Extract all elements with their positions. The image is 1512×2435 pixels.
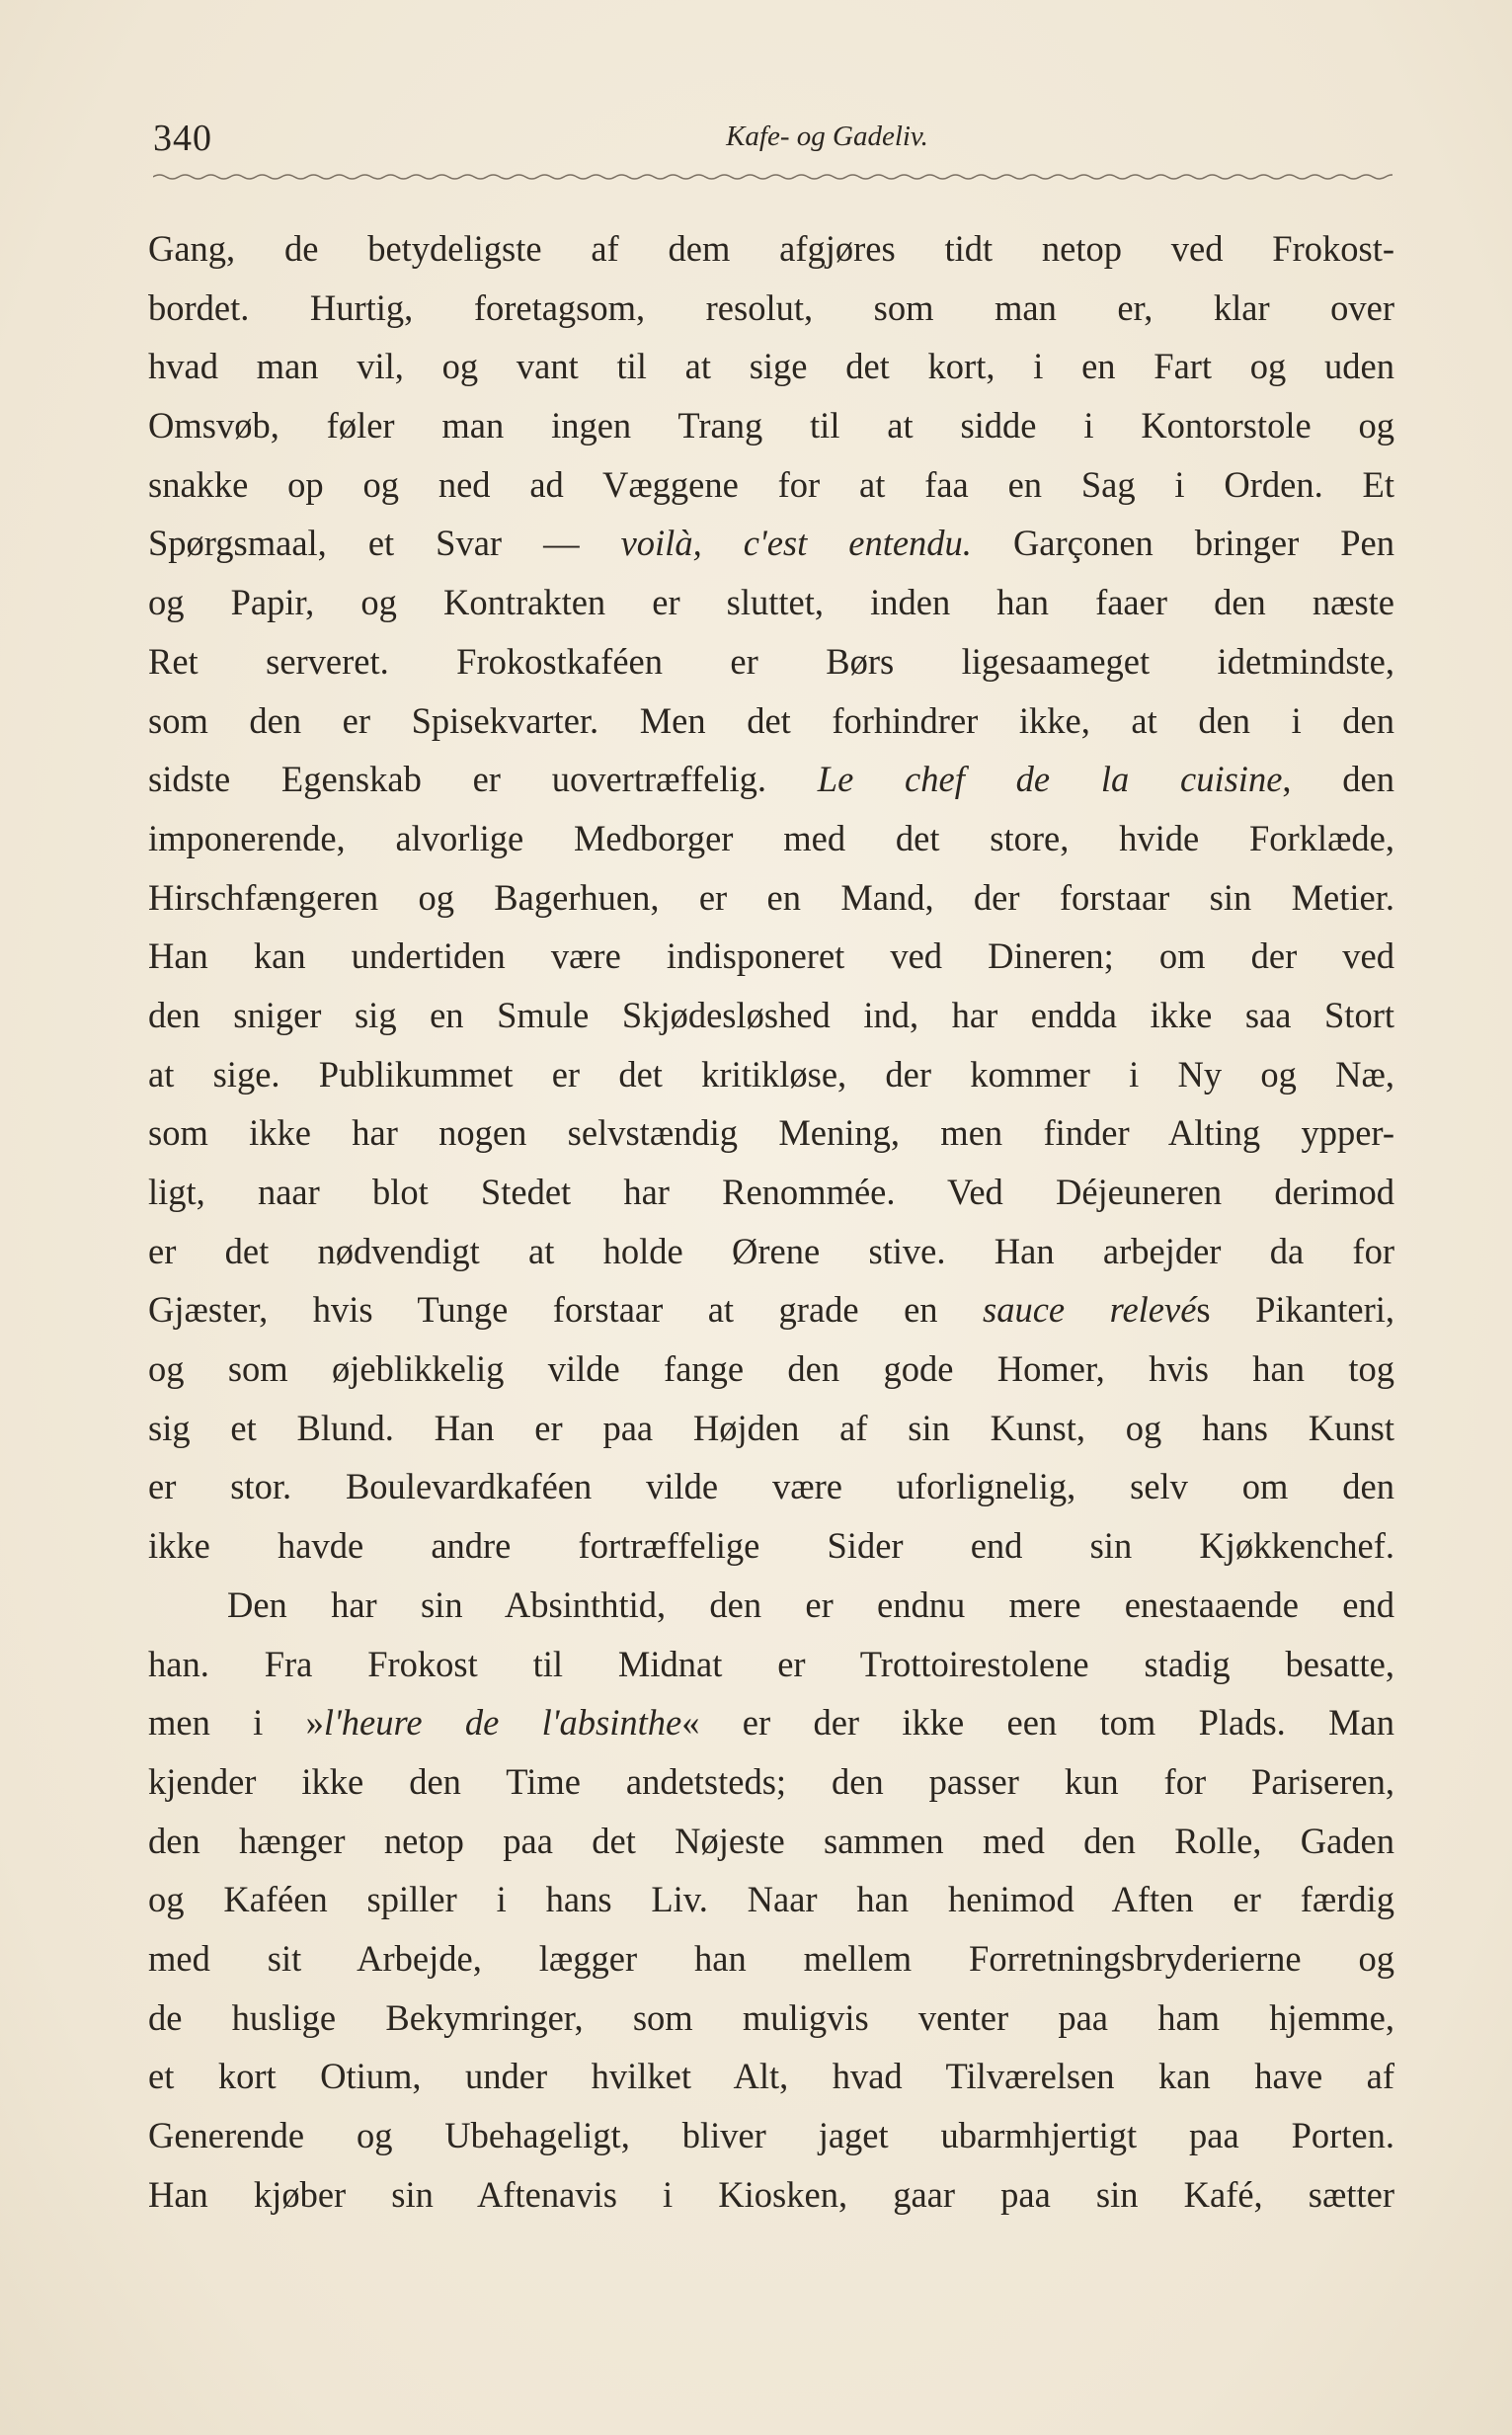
running-head: Kafe- og Gadeliv. xyxy=(726,121,928,152)
text-segment: snakke op og ned ad Væggene for at faa en Sag i Orden. Et xyxy=(148,463,1394,505)
italic-phrase: voilà, c'est entendu. xyxy=(620,523,972,564)
text-segment: hvad man vil, og vant til at sige det kort, i en Fart og uden xyxy=(148,346,1394,387)
text-segment: de huslige Bekymringer, som muligvis venter paa ham hjemme, xyxy=(148,1996,1394,2038)
text-line xyxy=(148,1576,1394,1635)
text-line xyxy=(148,868,1394,928)
text-segment: s Pikanteri, xyxy=(1196,1289,1394,1331)
text-line xyxy=(148,1339,1394,1399)
text-segment: Spørgsmaal, et Svar — xyxy=(148,523,621,564)
text-segment: Generende og Ubehageligt, bliver jaget ubarmhjertigt paa Porten. xyxy=(148,2115,1394,2155)
text-segment: Garçonen bringer Pen xyxy=(971,523,1394,564)
text-segment: Ret serveret. Frokostkaféen er Børs ligesaameget idetmindste, xyxy=(148,640,1394,682)
text-segment: at sige. Publikummet er det kritikløse, der kommer i Ny og Næ, xyxy=(148,1053,1394,1095)
text-line xyxy=(148,750,1394,809)
text-segment: Gjæster, hvis Tunge forstaar at grade en xyxy=(148,1289,984,1331)
text-segment: og Kaféen spiller i hans Liv. Naar han henimod Aften er færdig xyxy=(148,1879,1394,1920)
text-line xyxy=(148,2165,1394,2225)
text-line xyxy=(148,514,1394,573)
text-line xyxy=(148,337,1394,396)
text-line xyxy=(148,2047,1394,2106)
page-number: 340 xyxy=(153,118,212,159)
text-line xyxy=(148,1103,1394,1163)
text-line xyxy=(148,2106,1394,2165)
text-segment: imponerende, alvorlige Medborger med det store, hvide Forklæde, xyxy=(148,817,1394,858)
text-segment: og Papir, og Kontrakten er sluttet, inden han faaer den næste xyxy=(148,582,1394,623)
text-line xyxy=(148,691,1394,751)
italic-phrase: l'heure de l'absinthe xyxy=(323,1702,682,1744)
text-segment: kjender ikke den Time andetsteds; den passer kun for Pariseren, xyxy=(148,1760,1394,1802)
text-segment: er det nødvendigt at holde Ørene stive. Han arbejder da for xyxy=(148,1230,1394,1271)
text-line xyxy=(148,1812,1394,1871)
text-segment: er stor. Boulevardkaféen vilde være uforlignelig, selv om den xyxy=(148,1466,1394,1507)
text-segment: og som øjeblikkelig vilde fange den gode Homer, hvis han tog xyxy=(148,1348,1394,1390)
text-segment: , den xyxy=(1282,759,1394,800)
page-header xyxy=(153,117,1393,166)
text-segment: som ikke har nogen selvstændig Mening, men finder Alting ypper- xyxy=(148,1112,1394,1154)
text-line xyxy=(148,1693,1394,1752)
text-segment: et kort Otium, under hvilket Alt, hvad Tilværelsen kan have af xyxy=(148,2056,1394,2097)
text-segment: som den er Spisekvarter. Men det forhindrer ikke, at den i den xyxy=(148,699,1394,741)
text-segment: « er der ikke een tom Plads. Man xyxy=(681,1702,1394,1744)
text-line xyxy=(148,1929,1394,1989)
text-segment: Han kjøber sin Aftenavis i Kiosken, gaar paa sin Kafé, sætter xyxy=(148,2173,1394,2215)
text-segment: Han kan undertiden være indisponeret ved Dineren; om der ved xyxy=(148,935,1394,977)
text-line xyxy=(148,927,1394,986)
text-line xyxy=(148,1399,1394,1458)
text-line xyxy=(148,1989,1394,2048)
text-segment: Gang, de betydeligste af dem afgjøres tidt netop ved Frokost- xyxy=(148,228,1394,269)
text-line xyxy=(148,1457,1394,1516)
text-segment: den hænger netop paa det Nøjeste sammen med den Rolle, Gaden xyxy=(148,1820,1394,1861)
italic-phrase: Le chef de la cuisine xyxy=(817,759,1283,800)
text-segment: Hirschfængeren og Bagerhuen, er en Mand, der forstaar sin Metier. xyxy=(148,876,1394,918)
text-segment: med sit Arbejde, lægger han mellem Forretningsbryderierne og xyxy=(148,1937,1394,1979)
text-segment: ikke havde andre fortræffelige Sider end sin Kjøkkenchef. xyxy=(148,1525,1394,1567)
text-line xyxy=(148,396,1394,455)
text-line xyxy=(148,986,1394,1045)
text-segment: sig et Blund. Han er paa Højden af sin Kunst, og hans Kunst xyxy=(148,1407,1394,1448)
text-segment: men i » xyxy=(148,1702,324,1744)
text-segment: han. Fra Frokost til Midnat er Trottoirestolene stadig besatte, xyxy=(148,1643,1394,1684)
text-line xyxy=(148,1516,1394,1576)
text-line xyxy=(148,1280,1394,1339)
text-line xyxy=(148,632,1394,691)
text-segment: ligt, naar blot Stedet har Renommée. Ved Déjeuneren derimod xyxy=(148,1172,1394,1212)
text-segment: bordet. Hurtig, foretagsom, resolut, som man er, klar over xyxy=(148,286,1394,328)
text-line xyxy=(148,279,1394,338)
text-line xyxy=(148,809,1394,868)
text-line xyxy=(148,1635,1394,1694)
text-line xyxy=(148,573,1394,632)
ornamental-wavy-rule xyxy=(153,170,1393,184)
text-segment: den sniger sig en Smule Skjødesløshed ind, har endda ikke saa Stort xyxy=(148,994,1394,1035)
text-line xyxy=(148,1752,1394,1812)
text-line xyxy=(148,219,1394,279)
text-segment: Omsvøb, føler man ingen Trang til at sidde i Kontorstole og xyxy=(148,405,1394,446)
text-line xyxy=(148,1222,1394,1281)
italic-phrase: sauce relevé xyxy=(983,1289,1197,1331)
text-line xyxy=(148,1163,1394,1222)
text-line xyxy=(148,1045,1394,1104)
body-text xyxy=(148,219,1394,2224)
text-line xyxy=(148,455,1394,515)
text-segment: sidste Egenskab er uovertræffelig. xyxy=(148,759,818,800)
text-segment: Den har sin Absinthtid, den er endnu mere enestaaende end xyxy=(227,1583,1394,1625)
text-line xyxy=(148,1870,1394,1929)
